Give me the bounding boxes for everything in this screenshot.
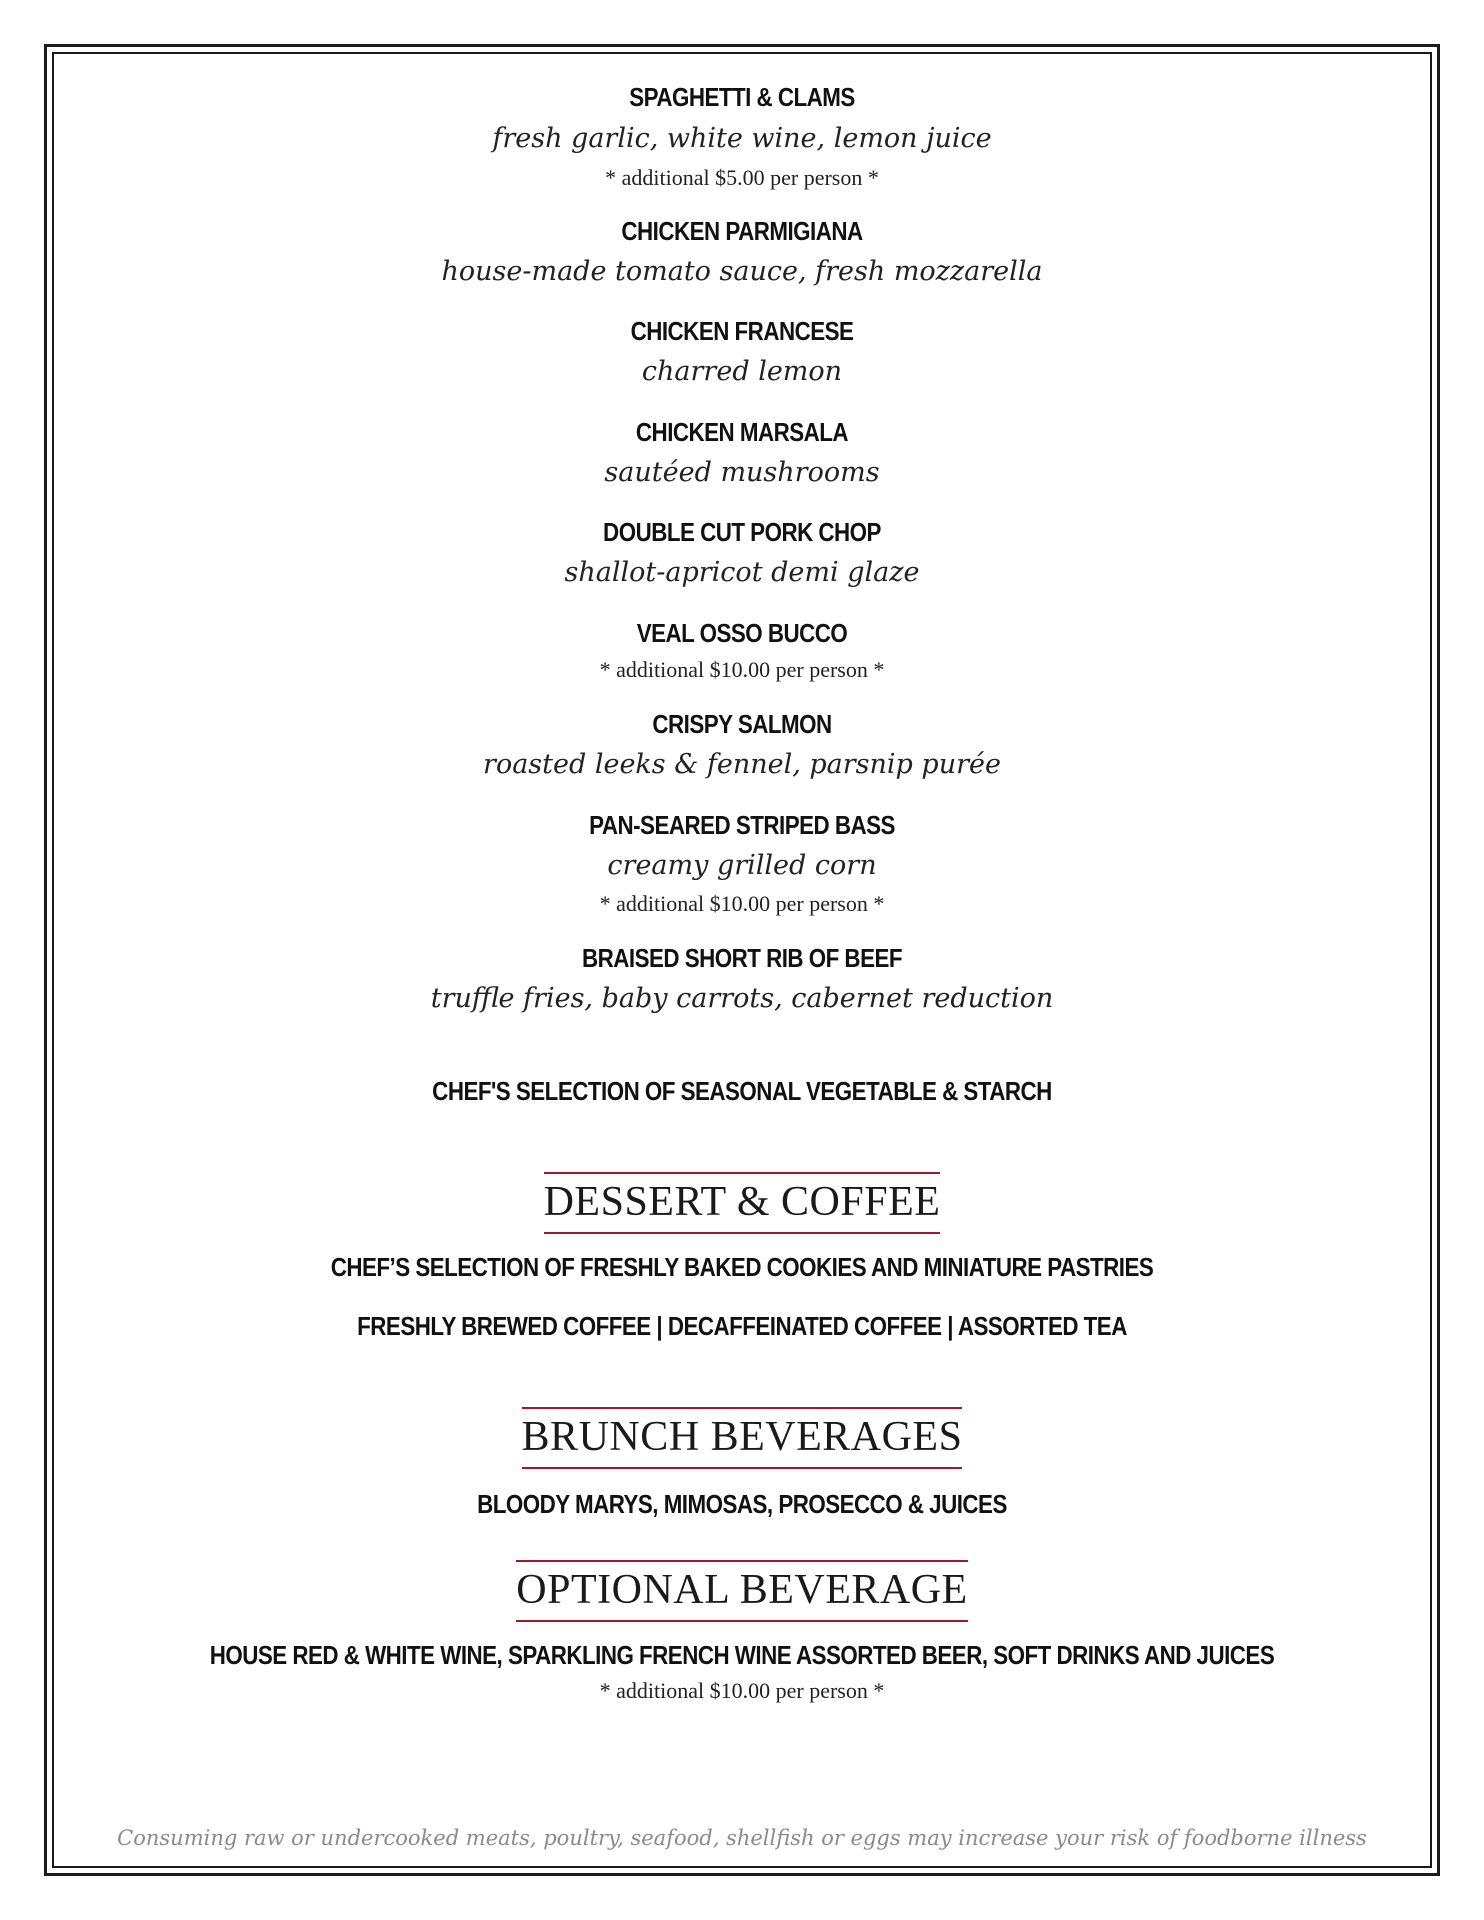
entree-description: roasted leeks & fennel, parsnip purée: [483, 749, 1001, 780]
entree-note: * additional $10.00 per person *: [599, 891, 885, 916]
sides-line: CHEF'S SELECTION OF SEASONAL VEGETABLE & STARCH: [432, 1076, 1052, 1106]
dessert-line: CHEF’S SELECTION OF FRESHLY BAKED COOKIES AND MINIATURE PASTRIES: [330, 1252, 1154, 1282]
entree-name: CHICKEN FRANCESE: [630, 316, 854, 346]
entree-description: creamy grilled corn: [607, 850, 877, 881]
dessert-heading: [0, 1172, 1484, 1234]
entree-note: * additional $10.00 per person *: [599, 657, 885, 682]
foodborne-illness-disclaimer: Consuming raw or undercooked meats, poultry, seafood, shellfish or eggs may increase your risk of foodborne illness: [117, 1826, 1367, 1850]
optional-line: HOUSE RED & WHITE WINE, SPARKLING FRENCH WINE ASSORTED BEER, SOFT DRINKS AND JUICES: [209, 1640, 1275, 1670]
entree-description: charred lemon: [641, 356, 843, 387]
entree-name: CHICKEN MARSALA: [635, 417, 849, 447]
entree-note: * additional $5.00 per person *: [605, 165, 879, 190]
entree-description: truffle fries, baby carrots, cabernet reduction: [430, 983, 1054, 1014]
brunch-line: BLOODY MARYS, MIMOSAS, PROSECCO & JUICES: [477, 1489, 1007, 1519]
optional-heading-text: OPTIONAL BEVERAGE: [516, 1560, 967, 1622]
entree-name: SPAGHETTI & CLAMS: [629, 82, 855, 112]
brunch-heading: [0, 1407, 1484, 1469]
entree-description: sautéed mushrooms: [604, 457, 880, 488]
entree-name: DOUBLE CUT PORK CHOP: [603, 517, 881, 547]
entree-name: CHICKEN PARMIGIANA: [621, 216, 863, 246]
entree-name: BRAISED SHORT RIB OF BEEF: [581, 943, 903, 973]
brunch-heading-text: BRUNCH BEVERAGES: [522, 1407, 963, 1469]
entree-description: house-made tomato sauce, fresh mozzarella: [441, 256, 1043, 287]
entree-name: CRISPY SALMON: [652, 709, 832, 739]
entree-description: fresh garlic, white wine, lemon juice: [492, 123, 992, 154]
optional-heading: [0, 1560, 1484, 1622]
entree-name: PAN-SEARED STRIPED BASS: [589, 810, 895, 840]
coffee-line: FRESHLY BREWED COFFEE | DECAFFEINATED COFFEE | ASSORTED TEA: [357, 1311, 1127, 1341]
entree-name: VEAL OSSO BUCCO: [636, 618, 848, 648]
entree-description: shallot-apricot demi glaze: [564, 557, 920, 588]
dessert-heading-text: DESSERT & COFFEE: [544, 1172, 941, 1234]
optional-note: * additional $10.00 per person *: [599, 1678, 885, 1703]
